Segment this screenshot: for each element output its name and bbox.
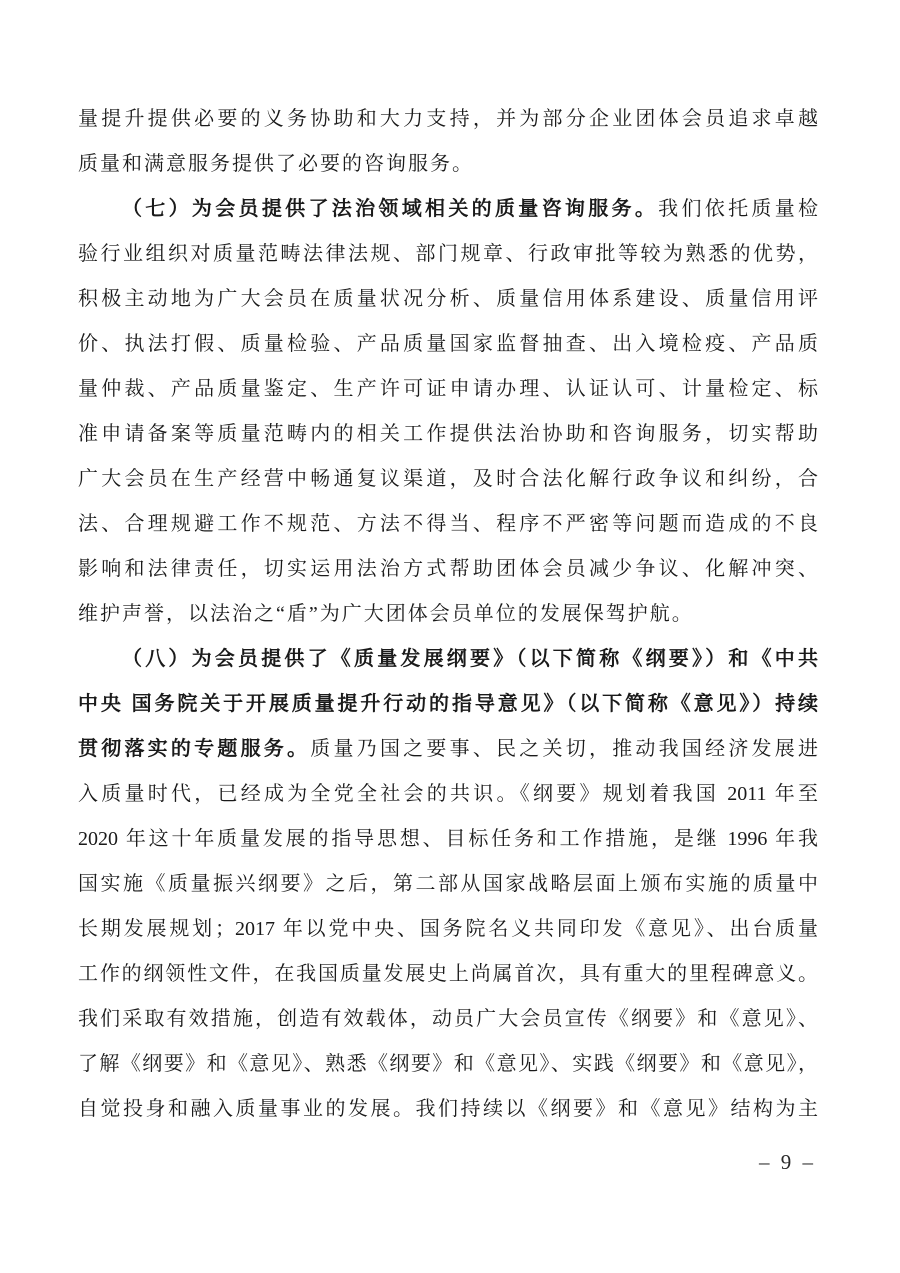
- text-segment: 工作的纲领性文件，在我国质量发展史上尚属首次，具有重大的里程碑意义。: [78, 963, 818, 985]
- text-line: [78, 682, 818, 727]
- text-line: [78, 727, 818, 772]
- text-line: [78, 592, 818, 637]
- text-line: [78, 862, 818, 907]
- text-line: [78, 367, 818, 412]
- bold-text-segment: 贯彻落实的专题服务。: [78, 738, 311, 760]
- text-segment: 入质量时代，已经成为全党全社会的共识。《纲要》规划着我国 2011 年至: [78, 783, 818, 805]
- text-segment: 验行业组织对质量范畴法律法规、部门规章、行政审批等较为熟悉的优势，: [78, 243, 818, 265]
- text-segment: 国实施《质量振兴纲要》之后，第二部从国家战略层面上颁布实施的质量中: [78, 873, 818, 895]
- text-line: [78, 502, 818, 547]
- text-segment: 法、合理规避工作不规范、方法不得当、程序不严密等问题而造成的不良: [78, 513, 818, 535]
- text-segment: 广大会员在生产经营中畅通复议渠道，及时合法化解行政争议和纠纷，合: [78, 468, 818, 490]
- text-line: [78, 97, 818, 142]
- text-segment: 积极主动地为广大会员在质量状况分析、质量信用体系建设、质量信用评: [78, 288, 818, 310]
- text-segment: 2020 年这十年质量发展的指导思想、目标任务和工作措施，是继 1996 年我: [78, 828, 818, 850]
- text-line: [78, 772, 818, 817]
- text-line: [78, 277, 818, 322]
- text-segment: 价、执法打假、质量检验、产品质量国家监督抽查、出入境检疫、产品质: [78, 333, 818, 355]
- text-line: [78, 232, 818, 277]
- text-line: [78, 322, 818, 367]
- text-line: [78, 142, 818, 187]
- bold-text-segment: （八）为会员提供了《质量发展纲要》（以下简称《纲要》）和《中共: [122, 648, 818, 670]
- text-line: [78, 1087, 818, 1132]
- document-body-text: [78, 97, 818, 1132]
- text-line: [78, 637, 818, 682]
- text-segment: 自觉投身和融入质量事业的发展。我们持续以《纲要》和《意见》结构为主: [78, 1098, 818, 1120]
- text-segment: 质量和满意服务提供了必要的咨询服务。: [78, 153, 474, 175]
- bold-text-segment: 中央 国务院关于开展质量提升行动的指导意见》（以下简称《意见》）持续: [78, 693, 818, 715]
- text-segment: 影响和法律责任，切实运用法治方式帮助团体会员减少争议、化解冲突、: [78, 558, 818, 580]
- text-line: [78, 907, 818, 952]
- text-line: [78, 457, 818, 502]
- text-segment: 我们采取有效措施，创造有效载体，动员广大会员宣传《纲要》和《意见》、: [78, 1008, 818, 1030]
- text-line: [78, 412, 818, 457]
- text-segment: 长期发展规划；2017 年以党中央、国务院名义共同印发《意见》、出台质量: [78, 918, 818, 940]
- text-segment: 质量乃国之要事、民之关切，推动我国经济发展进: [310, 738, 818, 760]
- page-number: – 9 –: [759, 1150, 816, 1174]
- text-line: [78, 997, 818, 1042]
- bold-text-segment: （七）为会员提供了法治领域相关的质量咨询服务。: [122, 198, 659, 220]
- text-segment: 了解《纲要》和《意见》、熟悉《纲要》和《意见》、实践《纲要》和《意见》，: [78, 1053, 818, 1075]
- text-segment: 维护声誉，以法治之“盾”为广大团体会员单位的发展保驾护航。: [78, 603, 694, 625]
- text-segment: 量提升提供必要的义务协助和大力支持，并为部分企业团体会员追求卓越: [78, 108, 818, 130]
- text-line: [78, 1042, 818, 1087]
- text-line: [78, 547, 818, 592]
- text-segment: 准申请备案等质量范畴内的相关工作提供法治协助和咨询服务，切实帮助: [78, 423, 818, 445]
- text-segment: 我们依托质量检: [658, 198, 818, 220]
- text-line: [78, 817, 818, 862]
- text-line: [78, 952, 818, 997]
- text-segment: 量仲裁、产品质量鉴定、生产许可证申请办理、认证认可、计量检定、标: [78, 378, 818, 400]
- text-line: [78, 187, 818, 232]
